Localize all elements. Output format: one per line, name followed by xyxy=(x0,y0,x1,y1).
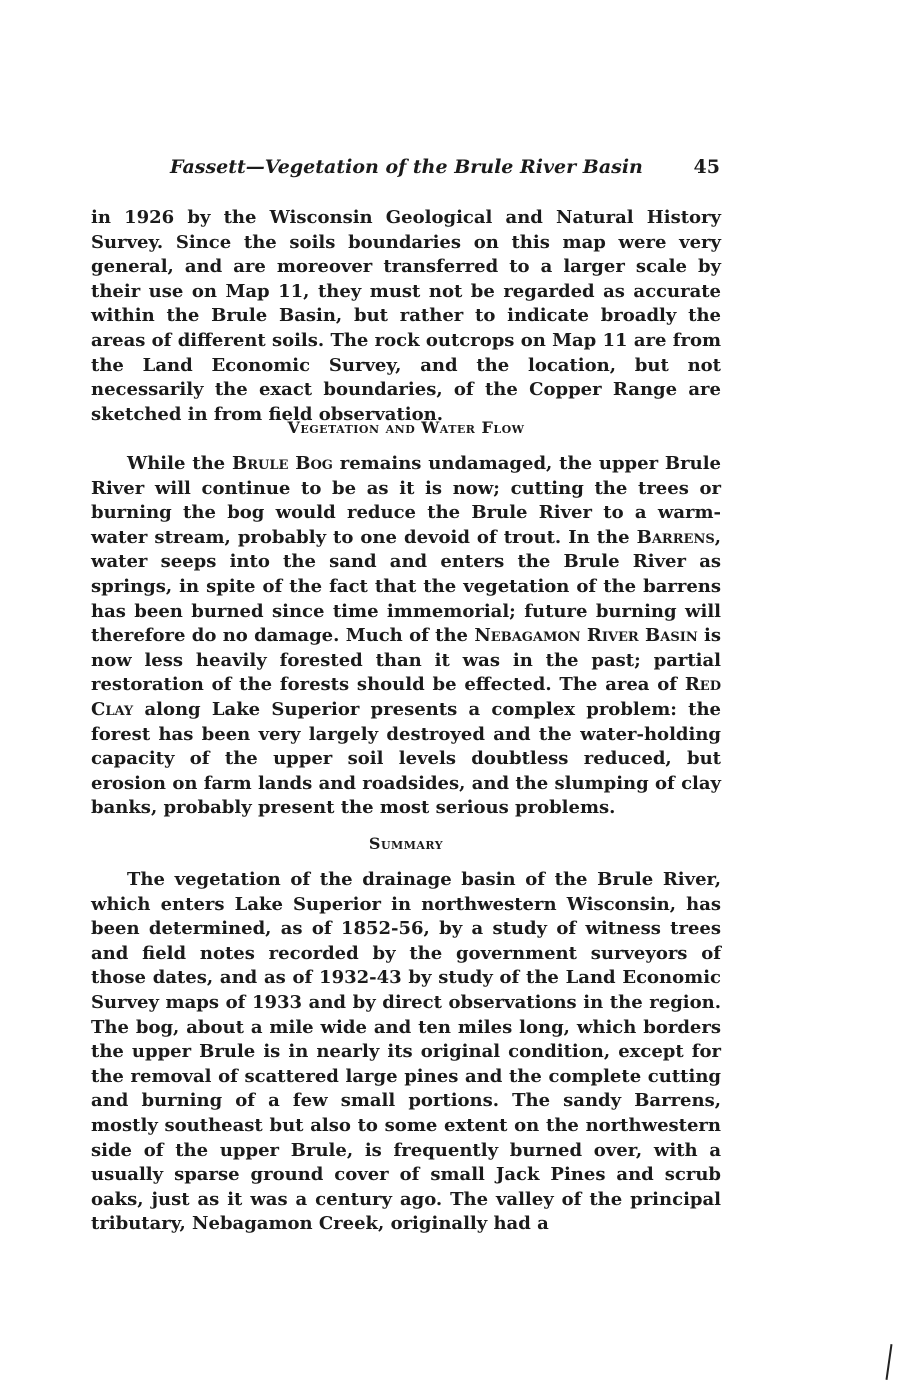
term-brule-bog: Brule Bog xyxy=(231,453,333,474)
section-heading-vegetation-water-flow: Vegetation and Water Flow xyxy=(287,418,525,437)
text-run: is now less heavily forested than it was in the past; partial restoration of the forests should be effected. The area of xyxy=(91,625,721,696)
term-barrens: Barrens xyxy=(636,526,715,548)
running-title: Fassett—Vegetation of the Brule River Basin xyxy=(170,156,643,178)
page-number: 45 xyxy=(693,156,720,178)
text-run: remains undamaged, the upper Brule River will continue to be as it is now; cutting the trees or burning the bog would reduce the Brule River to a warm-water stream, probably to one devoid of trout. In the xyxy=(91,453,721,548)
margin-pencil-mark xyxy=(886,1344,893,1380)
section-heading-summary: Summary xyxy=(368,834,444,853)
term-nebagamon-river-basin: Nebagamon River Basin xyxy=(474,625,698,647)
text-run: along Lake Superior presents a complex problem: the forest has been very largely destroyed and the water-holding capacity of the upper soil levels doubtless reduced, but erosion on farm lands and roadsides, and the slumping of clay banks, probably present the most serious problems. xyxy=(91,698,721,819)
paragraph-summary: The vegetation of the drainage basin of the Brule River, which enters Lake Superior in northwestern Wisconsin, has been determined, as of 1852-56, by a study of witness trees and field notes recorded by the government surveyors of those dates, and as of 1932-43 by study of the Land Economic Survey maps of 1933 and by direct observations in the region. The bog, about a mile wide and ten miles long, which borders the upper Brule is in nearly its original condition, except for the removal of scattered large pines and the complete cutting and burning of a few small portions. The sandy Barrens, mostly southeast but also to some extent on the northwestern side of the upper Brule, is frequently burned over, with a usually sparse ground cover of small Jack Pines and scrub oaks, just as it was a century ago. The valley of the principal tributary, Nebagamon Creek, originally had a xyxy=(91,869,721,1235)
term-red-clay: Red Clay xyxy=(91,674,721,720)
paragraph-soils-continued: in 1926 by the Wisconsin Geological and Natural History Survey. Since the soils boundaries on this map were very general, and are moreover transferred to a larger scale by their use on Map 11, they must not be regarded as accurate within the Brule Basin, but rather to indicate broadly the areas of different soils. The rock outcrops on Map 11 are from the Land Economic Survey, and the location, but not necessarily the exact boundaries, of the Copper Range are sketched in from field observation. xyxy=(91,207,721,425)
text-run: While the xyxy=(127,453,232,474)
text-run: , water seeps into the sand and enters the Brule River as springs, in spite of the fact that the vegetation of the barrens has been burned since time immemorial; future burning will therefore do no damage. Much of the xyxy=(91,526,721,647)
running-head xyxy=(170,156,720,186)
paragraph-vegetation-water-flow xyxy=(91,452,721,821)
